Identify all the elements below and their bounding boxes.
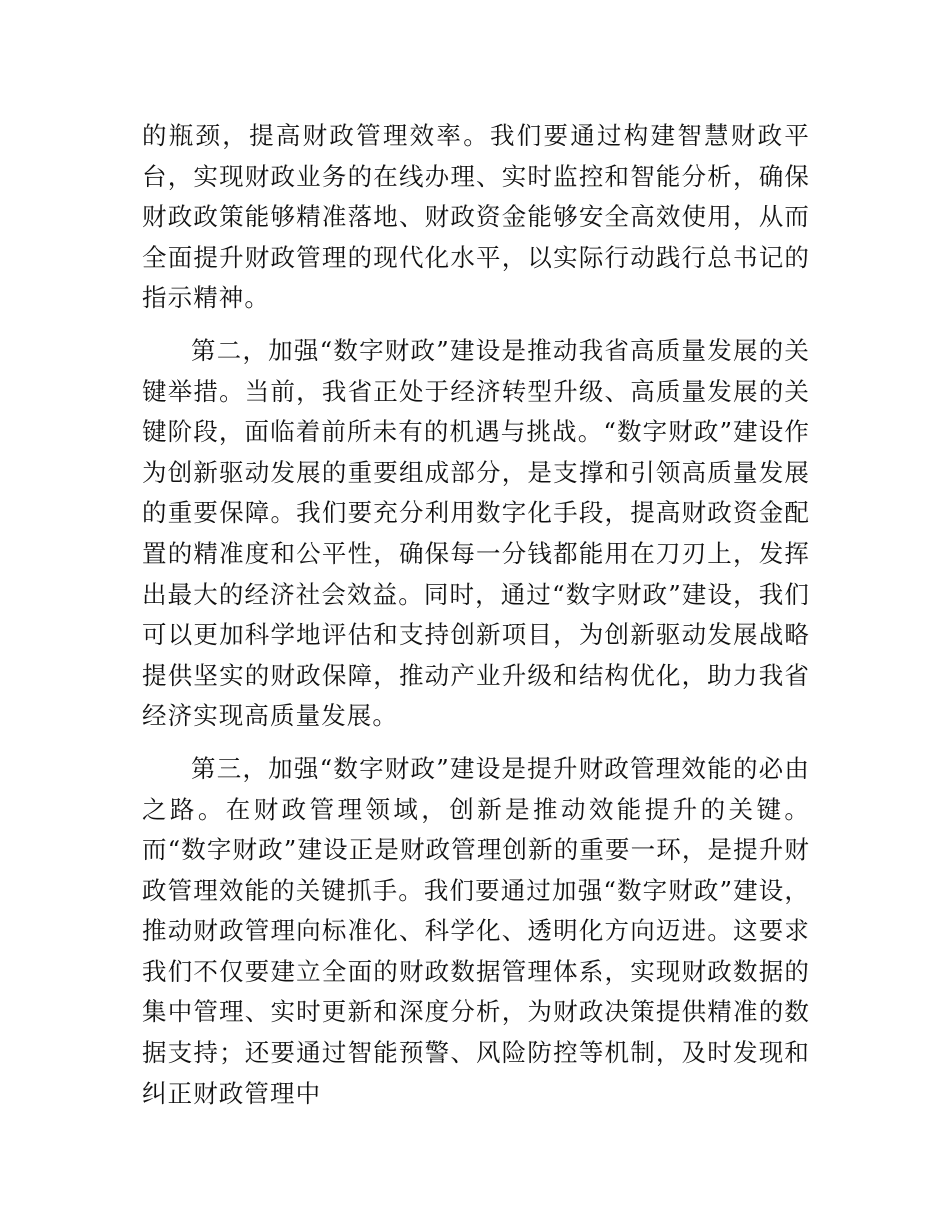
- document-body: [142, 116, 810, 1126]
- paragraph-2: 第二，加强“数字财政”建设是推动我省高质量发展的关键举措。当前，我省正处于经济转型升级、高质量发展的关键阶段，面临着前所未有的机遇与挑战。“数字财政”建设作为创新驱动发展的重要组成部分，是支撑和引领高质量发展的重要保障。我们要充分利用数字化手段，提高财政资金配置的精准度和公平性，确保每一分钱都能用在刀刃上，发挥出最大的经济社会效益。同时，通过“数字财政”建设，我们可以更加科学地评估和支持创新项目，为创新驱动发展战略提供坚实的财政保障，推动产业升级和结构优化，助力我省经济实现高质量发展。: [142, 335, 810, 731]
- paragraph-1: 的瓶颈，提高财政管理效率。我们要通过构建智慧财政平台，实现财政业务的在线办理、实时监控和智能分析，确保财政政策能够精准落地、财政资金能够安全高效使用，从而全面提升财政管理的现代化水平，以实际行动践行总书记的指示精神。: [142, 121, 810, 313]
- paragraph-3: 第三，加强“数字财政”建设是提升财政管理效能的必由之路。在财政管理领域，创新是推动效能提升的关键。而“数字财政”建设正是财政管理创新的重要一环，是提升财政管理效能的关键抓手。我们要通过加强“数字财政”建设，推动财政管理向标准化、科学化、透明化方向迈进。这要求我们不仅要建立全面的财政数据管理体系，实现财政数据的集中管理、实时更新和深度分析，为财政决策提供精准的数据支持；还要通过智能预警、风险防控等机制，及时发现和纠正财政管理中: [142, 753, 810, 1108]
